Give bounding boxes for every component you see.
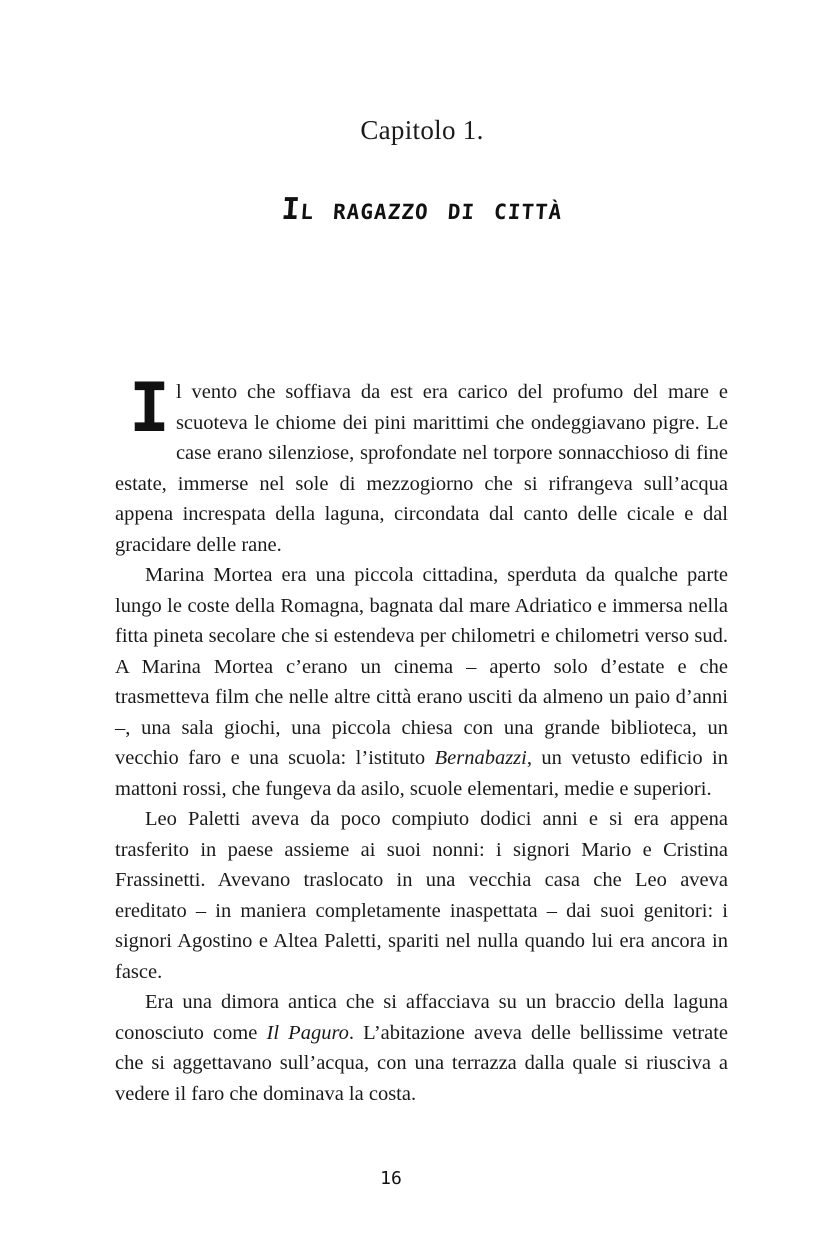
paragraph-1 [115, 369, 728, 560]
italic-place-name: Il Paguro [266, 1021, 349, 1044]
paragraph-4-text-a: Era una dimora antica che si affacciava su un braccio della laguna conosciuto come [115, 991, 728, 1044]
chapter-title: Il ragazzo di città [280, 192, 564, 227]
italic-school-name: Bernabazzi [434, 747, 527, 769]
chapter-label: Capitolo 1. [360, 115, 484, 145]
paragraph-4 [115, 987, 728, 1109]
drop-cap: I [129, 369, 170, 448]
paragraph-4-text-b: . L’abitazione aveva delle bellissime vetrate che si aggettavano sull’acqua, con una terrazza dalla quale si riusciva a vedere il faro che dominava la costa. [115, 1021, 728, 1105]
paragraph-2-text-b: , un vetusto edificio in mattoni rossi, che fungeva da asilo, scuole elementari, medie e superiori. [115, 747, 728, 800]
paragraph-3: Leo Paletti aveva da poco compiuto dodici anni e si era appena trasferito in paese assieme ai suoi nonni: i signori Mario e Cristina Frassinetti. Avevano traslocato in una vecchia casa che Leo aveva ereditato – in maniera completamente inaspettata – dai suoi genitori: i signori Agostino e Altea Paletti, spariti nel nulla quando lui era ancora in fasce. [115, 808, 728, 983]
paragraph-2-text-a: Marina Mortea era una piccola cittadina, sperduta da qualche parte lungo le coste della Romagna, bagnata dal mare Adriatico e immersa nella fitta pineta secolare che si estendeva per chilometri e chilometri verso sud. A Marina Mortea c’erano un cinema – aperto solo d’estate e che trasmetteva film che nelle altre città erano usciti da almeno un paio d’anni –, una sala giochi, una piccola chiesa con una grande biblioteca, un vecchio faro e una scuola: l’istituto [115, 564, 728, 769]
paragraph-1-text: l vento che soffiava da est era carico del profumo del mare e scuoteva le chiome dei pini marittimi che ondeggiavano pigre. Le case erano silenziose, sprofondate nel torpore sonnacchioso di fine estate, immerse nel sole di mezzogiorno che si rifrangeva sull’acqua appena increspata della laguna, circondata dal canto delle cicale e dal gracidare delle rane. [115, 381, 728, 556]
body-text [115, 369, 728, 1109]
paragraph-2 [115, 560, 728, 804]
page-number: 16 [380, 1168, 402, 1189]
